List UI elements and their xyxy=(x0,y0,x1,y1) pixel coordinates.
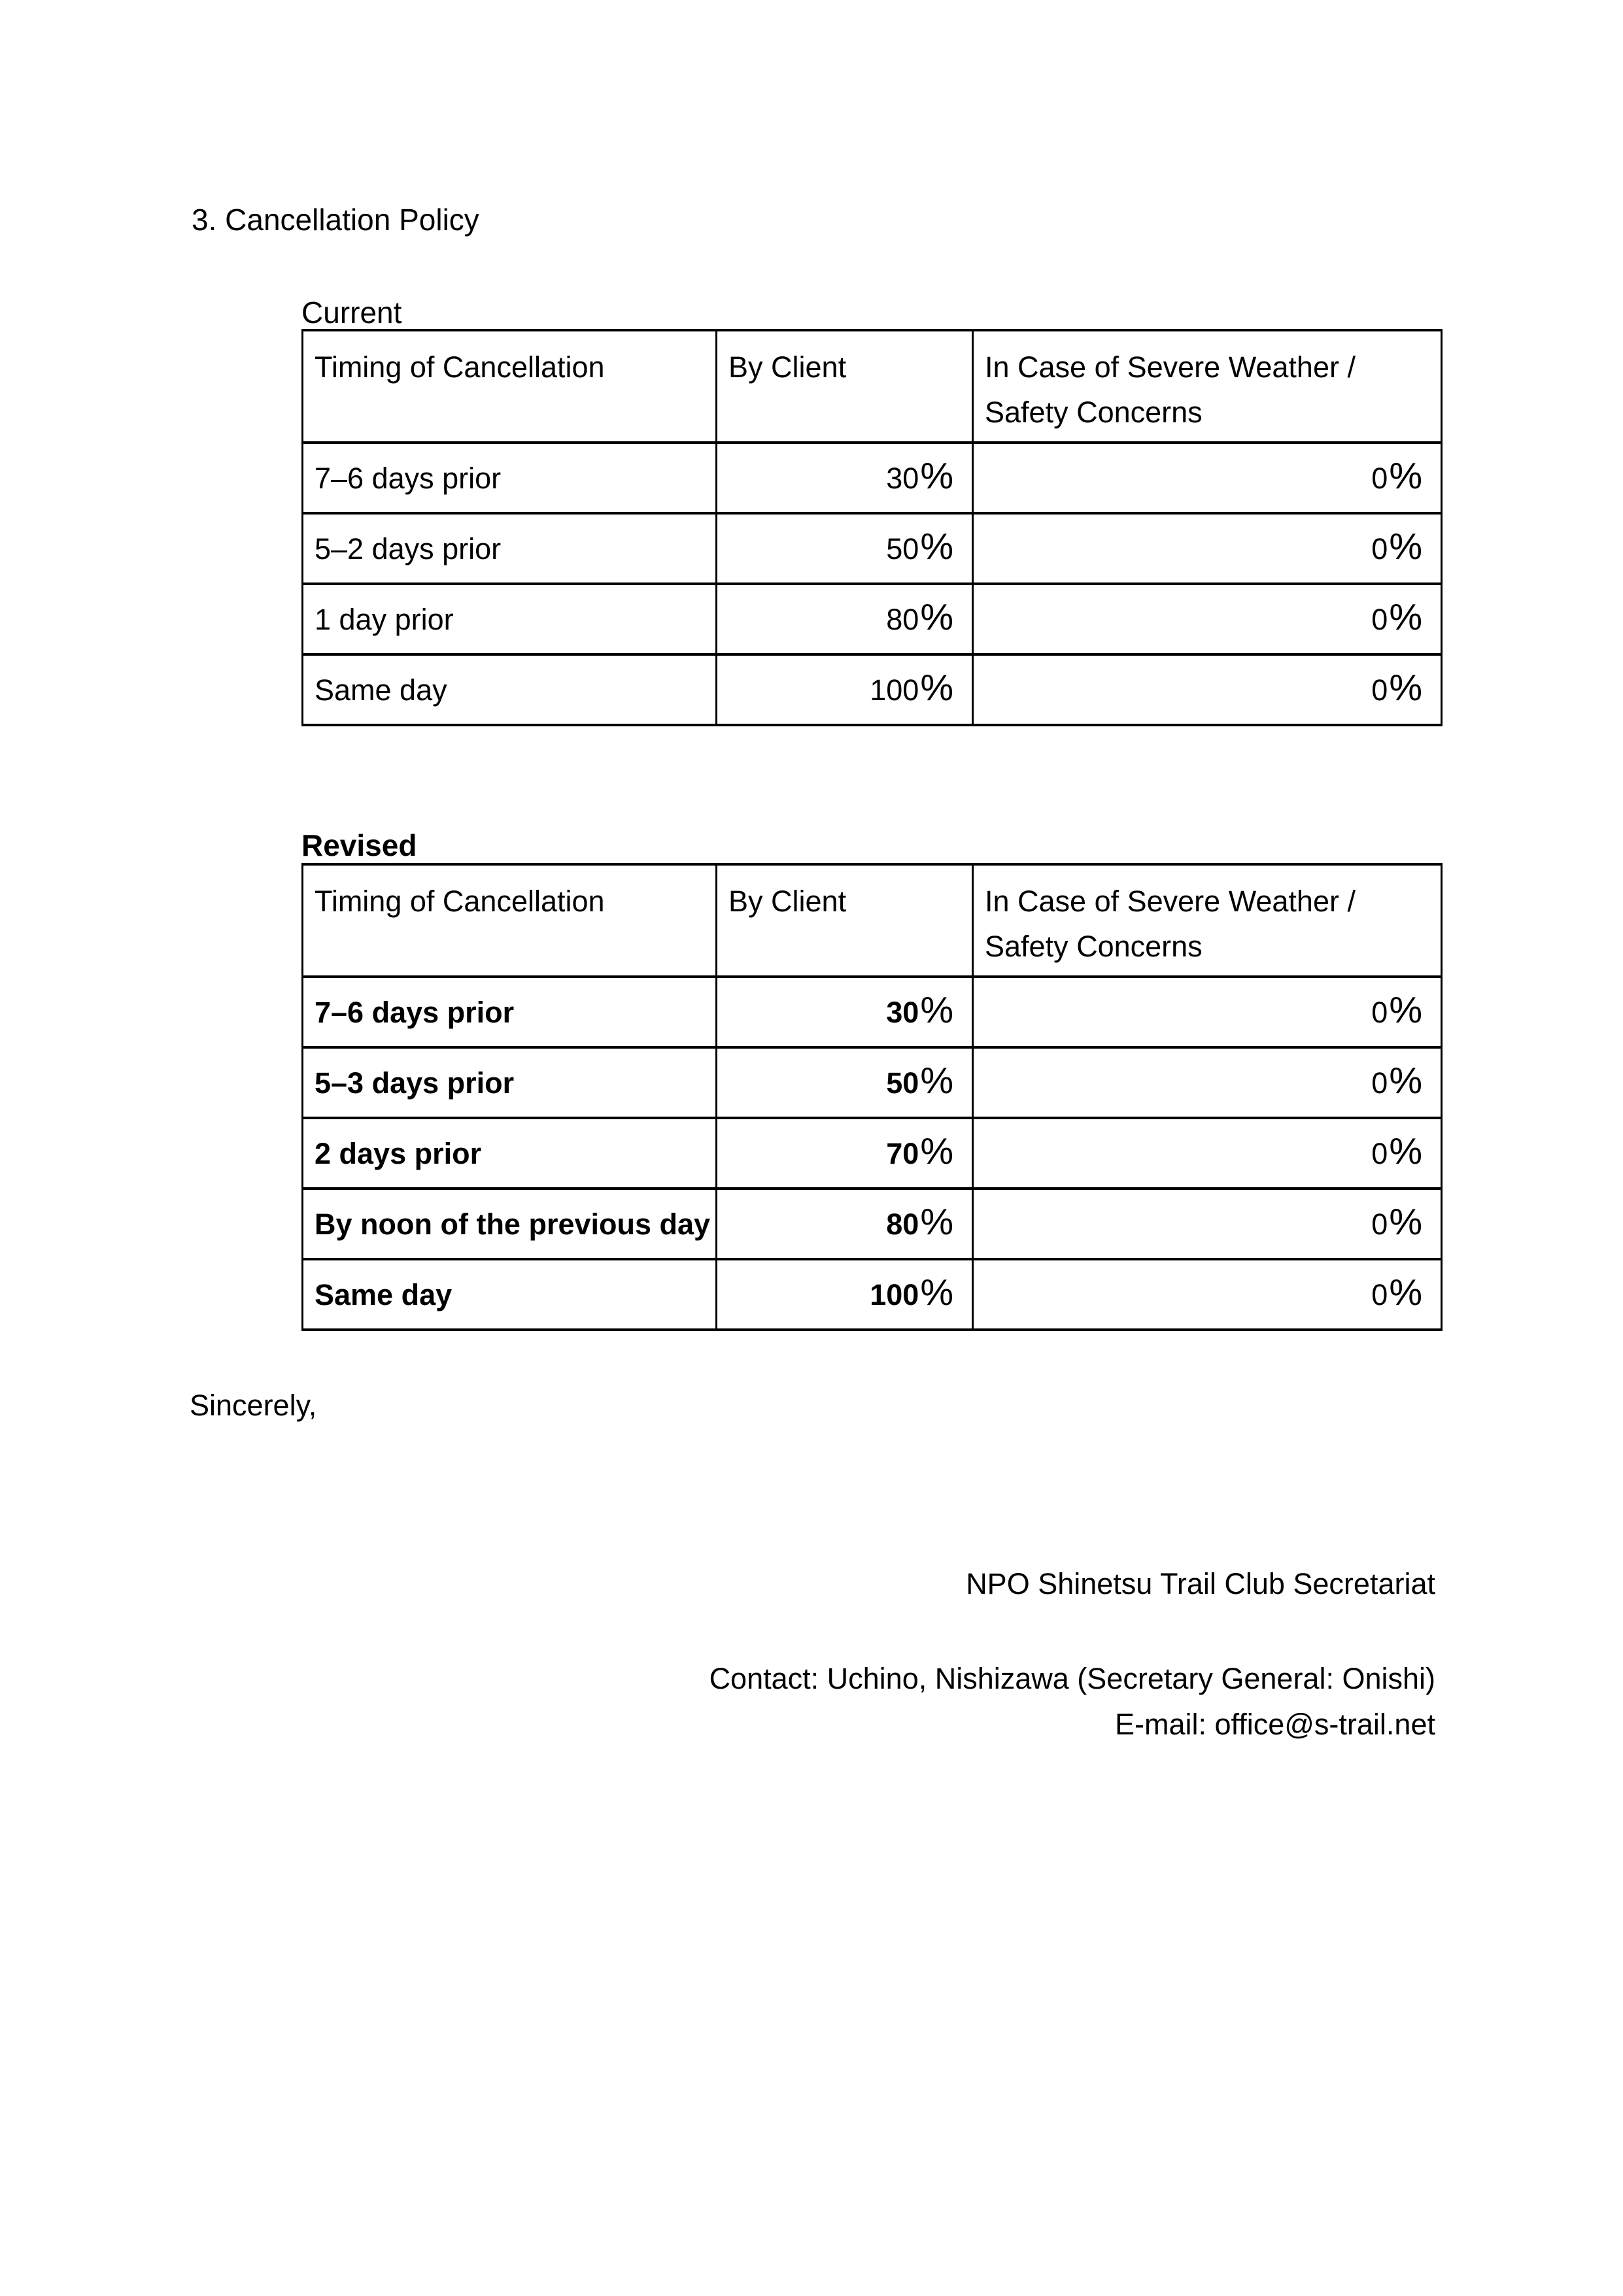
severe-weather-cell xyxy=(973,584,1442,654)
header-severe-weather: In Case of Severe Weather / Safety Concerns xyxy=(973,864,1442,977)
percent-sign: % xyxy=(1389,666,1422,709)
by-client-cell xyxy=(717,584,973,654)
severe-weather-value: 0 xyxy=(1371,461,1388,495)
severe-weather-cell xyxy=(973,977,1442,1047)
timing-cell: 1 day prior xyxy=(303,584,717,654)
section-heading: 3. Cancellation Policy xyxy=(192,203,479,237)
revised-table-label: Revised xyxy=(301,828,417,862)
email-line: E-mail: office@s-trail.net xyxy=(1115,1708,1435,1741)
header-severe-weather: In Case of Severe Weather / Safety Concerns xyxy=(973,330,1442,443)
signature-line: NPO Shinetsu Trail Club Secretariat xyxy=(966,1567,1435,1600)
timing-cell: 5–2 days prior xyxy=(303,513,717,584)
severe-weather-cell xyxy=(973,654,1442,725)
severe-weather-value: 0 xyxy=(1371,1066,1388,1100)
by-client-cell xyxy=(717,1047,973,1118)
percent-sign: % xyxy=(920,525,953,567)
timing-cell: Same day xyxy=(303,654,717,725)
by-client-cell xyxy=(717,1259,973,1330)
current-table-label: Current xyxy=(301,295,402,329)
severe-weather-cell xyxy=(973,1047,1442,1118)
percent-sign: % xyxy=(920,1130,953,1172)
by-client-value: 70 xyxy=(886,1136,919,1170)
severe-weather-value: 0 xyxy=(1371,1277,1388,1311)
table-row xyxy=(303,1118,1442,1189)
by-client-value: 80 xyxy=(886,602,919,636)
by-client-value: 50 xyxy=(886,532,919,566)
table-row xyxy=(303,1047,1442,1118)
percent-sign: % xyxy=(920,1200,953,1243)
percent-sign: % xyxy=(920,1271,953,1313)
percent-sign: % xyxy=(920,988,953,1031)
timing-cell: 7–6 days prior xyxy=(303,977,717,1047)
severe-weather-value: 0 xyxy=(1371,995,1388,1029)
table-row xyxy=(303,584,1442,654)
percent-sign: % xyxy=(1389,988,1422,1031)
severe-weather-value: 0 xyxy=(1371,1207,1388,1241)
timing-cell: 2 days prior xyxy=(303,1118,717,1189)
table-row xyxy=(303,977,1442,1047)
by-client-value: 30 xyxy=(886,995,919,1029)
timing-cell: 5–3 days prior xyxy=(303,1047,717,1118)
severe-weather-cell xyxy=(973,1118,1442,1189)
by-client-cell xyxy=(717,1118,973,1189)
timing-cell: 7–6 days prior xyxy=(303,443,717,513)
by-client-value: 30 xyxy=(886,461,919,495)
severe-weather-value: 0 xyxy=(1371,673,1388,707)
header-timing: Timing of Cancellation xyxy=(303,330,717,443)
by-client-value: 50 xyxy=(886,1066,919,1100)
timing-cell: Same day xyxy=(303,1259,717,1330)
header-by-client: By Client xyxy=(717,864,973,977)
percent-sign: % xyxy=(920,454,953,497)
percent-sign: % xyxy=(1389,596,1422,638)
table-row xyxy=(303,1189,1442,1259)
severe-weather-cell xyxy=(973,443,1442,513)
table-row xyxy=(303,1259,1442,1330)
timing-cell: By noon of the previous day xyxy=(303,1189,717,1259)
percent-sign: % xyxy=(1389,1059,1422,1102)
by-client-value: 100 xyxy=(870,1277,919,1311)
header-by-client: By Client xyxy=(717,330,973,443)
table-row xyxy=(303,654,1442,725)
severe-weather-value: 0 xyxy=(1371,602,1388,636)
by-client-cell xyxy=(717,977,973,1047)
by-client-cell xyxy=(717,513,973,584)
severe-weather-value: 0 xyxy=(1371,532,1388,566)
contact-line: Contact: Uchino, Nishizawa (Secretary General: Onishi) xyxy=(709,1662,1435,1695)
percent-sign: % xyxy=(920,1059,953,1102)
percent-sign: % xyxy=(1389,525,1422,567)
percent-sign: % xyxy=(1389,1200,1422,1243)
table-row xyxy=(303,443,1442,513)
by-client-value: 100 xyxy=(870,673,919,707)
percent-sign: % xyxy=(1389,454,1422,497)
percent-sign: % xyxy=(1389,1271,1422,1313)
revised-policy-table xyxy=(301,863,1443,1331)
by-client-cell xyxy=(717,1189,973,1259)
severe-weather-cell xyxy=(973,513,1442,584)
closing-text: Sincerely, xyxy=(190,1389,317,1422)
percent-sign: % xyxy=(920,596,953,638)
table-header-row xyxy=(303,864,1442,977)
percent-sign: % xyxy=(1389,1130,1422,1172)
current-policy-table xyxy=(301,329,1443,726)
percent-sign: % xyxy=(920,666,953,709)
table-row xyxy=(303,513,1442,584)
header-timing: Timing of Cancellation xyxy=(303,864,717,977)
by-client-cell xyxy=(717,654,973,725)
by-client-cell xyxy=(717,443,973,513)
by-client-value: 80 xyxy=(886,1207,919,1241)
severe-weather-value: 0 xyxy=(1371,1136,1388,1170)
table-header-row xyxy=(303,330,1442,443)
severe-weather-cell xyxy=(973,1259,1442,1330)
severe-weather-cell xyxy=(973,1189,1442,1259)
